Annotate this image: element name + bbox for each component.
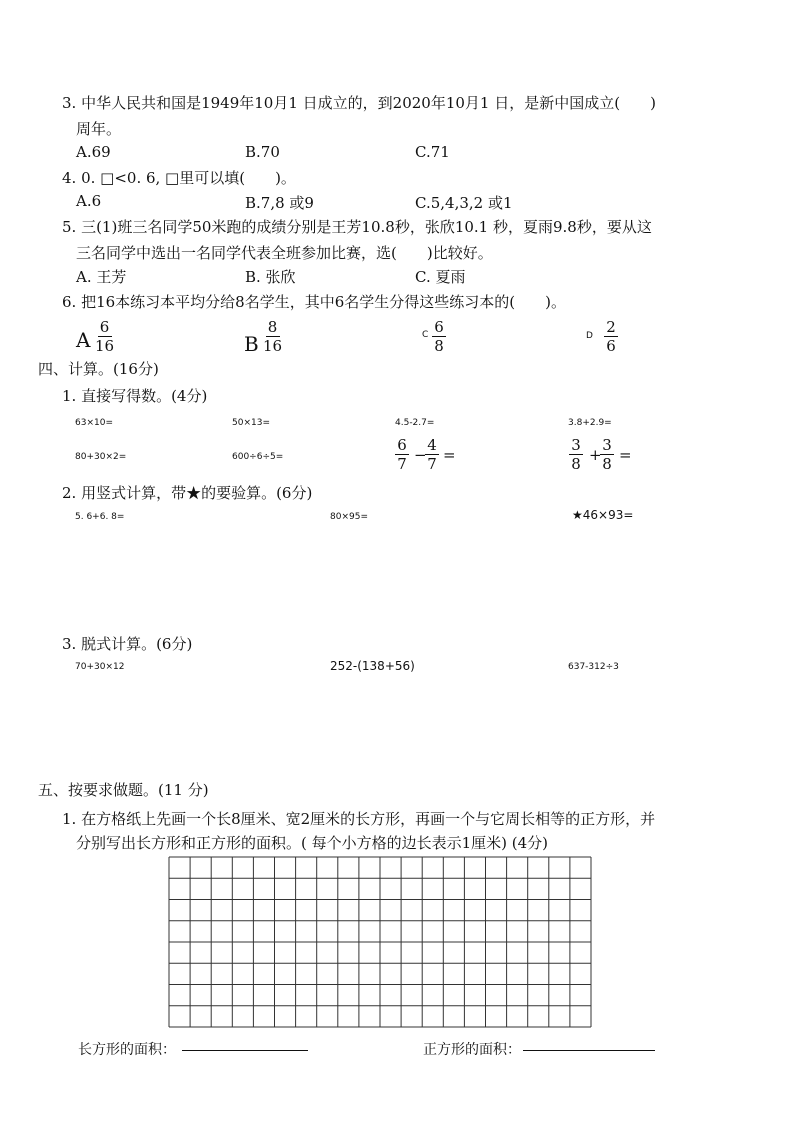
denominator: 8 <box>434 337 444 355</box>
fraction-6-7 <box>395 437 409 472</box>
calc-item: 63×10= <box>75 418 113 428</box>
q3-line1: 3. 中华人民共和国是1949年10月1 日成立的，到2020年10月1 日，是新中国成立( ) <box>62 94 656 112</box>
grid-paper[interactable] <box>168 856 592 1028</box>
vertical-calc-item: 5. 6+6. 8= <box>75 512 125 522</box>
calc-item: 4.5-2.7= <box>395 418 435 428</box>
numerator: 6 <box>99 318 110 336</box>
stepwise-calc-item: 252-(138+56) <box>330 659 415 673</box>
numerator: 6 <box>397 436 407 454</box>
section4-title: 四、计算。(16分) <box>38 360 159 378</box>
numerator: 3 <box>571 436 581 454</box>
section4-part2-title: 2. 用竖式计算，带★的要验算。(6分) <box>62 484 313 502</box>
numerator: 6 <box>434 318 444 336</box>
denominator: 7 <box>427 455 437 473</box>
q5-option-c: C. 夏雨 <box>415 268 466 286</box>
q4-option-b: B.7,8 或9 <box>245 194 314 212</box>
q5-option-a: A. 王芳 <box>76 268 127 286</box>
numerator: 8 <box>267 318 278 336</box>
denominator: 8 <box>602 455 612 473</box>
section5-title: 五、按要求做题。(11 分) <box>38 781 209 799</box>
section4-part1-title: 1. 直接写得数。(4分) <box>62 387 208 405</box>
q5-line1: 5. 三(1)班三名同学50米跑的成绩分别是王芳10.8秒，张欣10.1 秒，夏雨9.8秒，要从这 <box>62 218 652 236</box>
section4-part3-title: 3. 脱式计算。(6分) <box>62 635 193 653</box>
q6-option-a-letter: A <box>76 328 91 352</box>
rectangle-area-label: 长方形的面积： <box>78 1042 176 1058</box>
stepwise-calc-item: 637-312÷3 <box>568 662 619 672</box>
q4-option-c: C.5,4,3,2 或1 <box>415 194 513 212</box>
denominator: 16 <box>95 337 115 355</box>
denominator: 7 <box>397 455 407 473</box>
numerator: 3 <box>602 436 612 454</box>
q3-option-c: C.71 <box>415 143 450 161</box>
calc-item: 50×13= <box>232 418 270 428</box>
calc-item: 80+30×2= <box>75 452 127 462</box>
q3-option-b: B.70 <box>245 143 280 161</box>
calc-item: 600÷6÷5= <box>232 452 284 462</box>
q6-option-d-fraction <box>604 319 618 354</box>
fraction-3-8 <box>600 437 614 472</box>
q3-line2: 周年。 <box>76 120 122 138</box>
minus-sign: − <box>414 446 427 464</box>
stepwise-calc-item: 70+30×12 <box>75 662 125 672</box>
q6-option-b-letter: B <box>244 332 259 356</box>
q6-option-b-fraction <box>263 319 282 354</box>
section5-q1-line1: 1. 在方格纸上先画一个长8厘米、宽2厘米的长方形，再画一个与它周长相等的正方形，并 <box>62 810 656 828</box>
q6-option-d-letter: D <box>586 331 593 341</box>
q4-text: 4. 0. □<0. 6, □里可以填( )。 <box>62 169 296 187</box>
numerator: 2 <box>606 318 616 336</box>
rectangle-area-answer-line[interactable] <box>182 1050 308 1051</box>
section5-q1-line2: 分别写出长方形和正方形的面积。( 每个小方格的边长表示1厘米) (4分) <box>76 834 549 852</box>
fraction-4-7 <box>425 437 439 472</box>
plus-sign: + <box>589 446 602 464</box>
q6-option-a-fraction <box>95 319 114 354</box>
equals-sign: = <box>443 446 456 464</box>
q6-option-c-fraction <box>432 319 446 354</box>
q4-option-a: A.6 <box>76 192 102 210</box>
calc-item: 3.8+2.9= <box>568 418 612 428</box>
numerator: 4 <box>427 436 437 454</box>
square-area-label: 正方形的面积： <box>423 1042 521 1058</box>
vertical-calc-item: 80×95= <box>330 512 368 522</box>
q5-line2: 三名同学中选出一名同学代表全班参加比赛，选( )比较好。 <box>76 244 493 262</box>
denominator: 16 <box>263 337 283 355</box>
q3-option-a: A.69 <box>76 143 111 161</box>
q6-option-c-letter: C <box>422 330 429 340</box>
square-area-answer-line[interactable] <box>523 1050 655 1051</box>
equals-sign: = <box>619 446 632 464</box>
denominator: 6 <box>606 337 616 355</box>
vertical-calc-item-star: ★46×93= <box>572 508 634 522</box>
q5-option-b: B. 张欣 <box>245 268 296 286</box>
q6-text: 6. 把16本练习本平均分给8名学生，其中6名学生分得这些练习本的( )。 <box>62 293 566 311</box>
fraction-3-8 <box>569 437 583 472</box>
denominator: 8 <box>571 455 581 473</box>
